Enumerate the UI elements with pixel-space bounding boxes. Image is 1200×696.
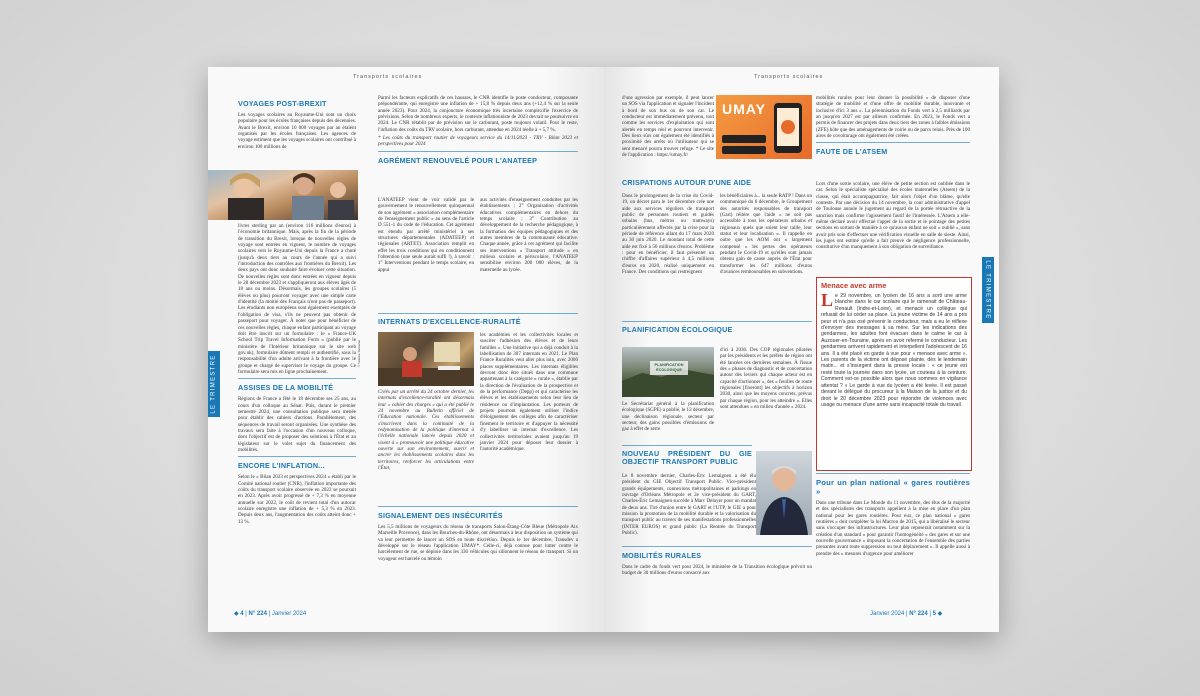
heading: MOBILITÉS RURALES (622, 551, 702, 560)
paragraph: Lors d'une sortie scolaire, une élève de petite section est oubliée dans le car. Selon le spécialiste spécialisé des écoles maternelles (Atsem) de la classe, qui était accompagnatrice, fait alors l'objet d'un blâme, qu'elle conteste. Par une décision du 14 novembre, la cour administrative d'appel de Toulouse annule le jugement au regard de la portée rétroactive de la sanction mais confirme l'agissement fautif de l'intéressée. L'Atsem a elle-même déclaré avoir effectué l'appel de la sortie et le pointage des petites sections en sortant de manière à ce qu'aucun enfant ne soit « oublié », sans avoir pris soin d'effectuer une vérification visuelle en salle de sieste. Ainsi, les juges ont estimé qu'elle a fait preuve de négligence professionnelle, constitutive d'un manquement à son obligation de surveillance. (816, 181, 970, 251)
paragraph: Les 5,5 millions de voyageurs du réseau de transports Salon-Étang-Côte Bleue (Métropole Aix Marseille Provence), dans les Bouches-du-Rhône, ont désormais à leur disposition un système qui va leur permettre de lancer un SOS en toute discrétion. Depuis le 1er décembre, Transdev a développé sur le réseau l'application UMAY*. Celle-ci, déjà connue pour lutter contre le harcèlement de rue, se déploie dans les 330 véhicules qui sillonnent le réseau de transport. Si un voyageur est harcelé ou témoin (378, 524, 578, 562)
paragraph: Dans le prolongement de la crise du Covid-19, un décret paru le 1er décembre crée une aide aux services réguliers de transport public de personnes routiers et guidés urbains (bus, métros ou tramways) particulièrement affectés par la crise pour la période de référence allant du 17 mars 2020 au 30 juin 2020. Le montant total de cette aide est fixé à 50 millions d'euros. Problème : pour en bénéficier, il faut présenter un chiffre d'affaires supérieur à 4,5 millions d'euros en 2020, réalisé uniquement en France. Des conditions qui restreignent (622, 193, 714, 276)
photo-credit: © Stanislas Tarnowski (357, 339, 361, 367)
right-col1-top (622, 95, 714, 175)
running-head: Transports scolaires (754, 74, 824, 80)
president-portrait (756, 451, 812, 535)
umay-logo: UMAY (722, 101, 766, 117)
divider (622, 445, 752, 446)
heading: ASSISES DE LA MOBILITÉ (238, 383, 334, 393)
left-col2c (378, 389, 474, 501)
paragraph: d'ici à 2030. Des COP régionales pilotées par les présidents et les préfets de région ont été lancées ces dernières semaines. À l'issue des « phases de diagnostic et de concertation autour des leviers qui chaque acteur est en capacité d'actionner », des « feuilles de route régionales [fixeront] les objectifs à horizon 2030, ainsi que les moyens concrets, prévus par chaque région, pour les atteindre ». Elles sont attendues « en milieu d'année » 2024. (720, 347, 812, 411)
heading: NOUVEAU PRÉSIDENT DU GIE OBJECTIF TRANSPORT PUBLIC (622, 449, 752, 466)
side-tab (982, 257, 994, 323)
right-page (604, 67, 999, 632)
right-col1e (622, 473, 756, 543)
right-folio: Janvier 2024 | N° 224 | 5 ◆ (870, 611, 943, 617)
divider (378, 151, 578, 152)
issue-number: N° 224 (248, 611, 267, 617)
left-col2a (378, 197, 474, 312)
store-badge-icon (722, 146, 766, 154)
paragraph: mobilités rurales pour leur donner la possibilité « de disposer d'une stratégie de mobilité et d'une offre de mobilité durable, innovante et inclusive d'ici 3 ans ». La pérennisation du Fonds vert à 2,5 milliards par an jusqu'en 2027 est par ailleurs confirmée. En 2023, le Fonds vert a permis de financer des projets dans deux tiers des zones à faibles émissions (ZFE) hôte que des aménagements de voirie ou de parcs relais. Près de 100 aires de covoiturage ont également été créées. (816, 95, 970, 140)
right-col1b (720, 193, 812, 317)
divider (238, 456, 356, 457)
left-folio: ◆ 4 | N° 224 | Janvier 2024 (234, 611, 307, 617)
paragraph: Régions de France a fêté le 18 décembre ses 25 ans, au cours d'un colloque au Sénat. Puis, durant le premier semestre 2024, une consultation publique sera menée pour établir des cahiers d'actions. Parallèlement, des séquences de travail seront organisées. Une synthèse des travaux sera faite à l'occasion d'un nouveau colloque, dont l'objectif est de proposer des solutions à l'État et au législateur sur le volet sujet du financement des mobilités. (238, 396, 356, 453)
left-col2-bottom (378, 503, 578, 603)
right-col1a (622, 193, 714, 317)
side-tab-label: LE TRIMESTRE (985, 260, 992, 320)
students-illustration (208, 170, 358, 220)
drop-cap: L (821, 290, 834, 310)
divider (238, 378, 356, 379)
paragraph: Parmi les facteurs explicatifs de ces hausses, le CNR identifie le poste conducteur, composante prépondérante, qui enregistre une inflation de + 15,8 % depuis deux ans (+12,4 % sur la seule année 2023). Pour 2024, la conjoncture économique très incertaine complexifie l'exercice de prévisions. Selon de nombreux experts, le contexte inflationniste de 2023 devrait se poursuivre en 2024. Le CNR rétablit par de prévision sur le carburant, poste toujours volatil. Pour le reste, l'inflation des coûts du TRV scolaire, hors carburant, attendue en 2024 réelle à + 5,7 %. (378, 95, 578, 133)
heading: VOYAGES POST-BREXIT (238, 99, 327, 108)
divider (622, 546, 812, 547)
umay-ad (716, 95, 812, 159)
divider (622, 321, 812, 322)
right-col1-h1 (622, 177, 812, 191)
page-number: 5 (932, 611, 936, 617)
issue-date: Janvier 2024 (870, 611, 905, 617)
right-col1-bottom (622, 543, 812, 603)
issue-number: N° 224 (909, 611, 928, 617)
divider (378, 506, 578, 507)
heading: ENCORE L'INFLATION... (238, 461, 325, 471)
left-col1-top (238, 95, 356, 173)
right-col1-h2 (622, 321, 812, 335)
left-col1-body (238, 223, 356, 603)
heading: SIGNALEMENT DES INSÉCURITÉS (378, 511, 503, 520)
paragraph: Le Secrétariat général à la planification écologique (SGPE) a publié, le 12 décembre, une déclinaison régionale, secteur par secteur, des gains possibles d'émissions de gaz à effet de serre (622, 401, 714, 433)
footnote: * Les coûts du transport routier de voyageurs service du 14/11/2023 - TRV - Bilan 2023 et perspectives pour 2024 (378, 135, 578, 148)
internat-photo (378, 332, 474, 386)
heading: PLANIFICATION ÉCOLOGIQUE (622, 325, 733, 334)
paragraph: les académies et les collectivités locales et susciter l'adhésion des élèves et de leurs familles ». Une initiative qui a déjà conduit à la labellisation de 307 internats en 2021. Le Plan France Ruralités veut aller plus loin, avec 2000 places supplémentaires. Les internats éligibles devront donc être situés dans une commune appartenant à la catégorie « rurale », établie par la direction de l'évaluation de la prospective et de la performance (Depp) et qui caractérise les élèves et les établissements selon leur lieu de résidence ou d'implantation. Les porteurs de projets pourront également utiliser l'indice d'éloignement des collèges afin de caractériser finement le territoire et d'appuyer la nécessité d'y labelliser un internat d'excellence. Les collectivités territoriales avaient jusqu'au 19 janvier 2024 pour déposer leur dossier à l'autorité académique. (480, 332, 578, 453)
box-title: Menace avec arme (821, 281, 887, 290)
paragraph: les bénéficiaires à... la seule RATP ! Dans un communiqué du 6 décembre, le Groupement des autorités responsables de transport (Gart) réitère que l'aide « ne soit pas accessible à tous les opérateurs urbains et régionaux quels que soient leur taille, leur statut et leur localisation ». Il rappelle en outre que les AOM ont « largement compensé » les pertes des opérateurs pendant le Covid-19 et qu'elles sont jamais obtenu gain de cause auprès de l'État pour transformer les 647 millions d'euros d'avances remboursables en subventions. (720, 193, 812, 276)
paragraph: Dans le cadre du fonds vert pour 2024, le ministère de la Transition écologique prévoit un budget de 30 millions d'euros consacré aux (622, 564, 812, 577)
paragraph: Selon le « Bilan 2023 et perspectives 2024 » établi par le Comité national routier (CNR), l'inflation importante des coûts du transport scolaire observée en 2022 se poursuit en 2023. Après avoir progressé de + 7,3 % en moyenne annuelle sur 2022, le coût de revient total d'un autocar scolaire enregistre une inflation de + 5,3 % en 2023. Depuis deux ans, l'augmentation des coûts atteint donc + 13 %. (238, 474, 356, 525)
portrait-illustration (756, 451, 812, 535)
box-text: e 29 novembre, un lycéen de 16 ans a sorti une arme blanche dans le car scolaire qui le ramenait de Château-Renault (Indre-et-Loire), et menacé un collègue qui refusait de lui céder sa place. La jeune victime de 14 ans a pris peur et n'a pas osé prévenir le conducteur, mais a eu le réflexe d'envoyer des messages à sa mère. Sur les indications des gendarmes, les adultes font évacuer dans le calme le car à Auzouer-en-Touraine, après en avoir refermé le conducteur. Les gendarmes arrivent rapidement et interpellent l'adolescent de 16 ans. Il a été placé en garde à vue pour « menace avec arme ». Les parents de la victime ont déposé plainte, dès le lendemain matin... et s'insurgent dans la presse locale : « ce jeune est resté toute la journée dans son lycée, un couteau à la ceinture. Comment est-ce possible alors que nous sommes en vigilance attentat ? » Le garde à vue du lycéen a été levée. Il est passé devant le délégué du procureur à la Maison de la justice et du droit le 20 décembre 2023 pour répondre de violences avec usage ou menace d'une arme sans incapacité totale du travail. (821, 293, 967, 408)
students-photo (208, 170, 358, 220)
photo-credit-wrap (357, 333, 377, 385)
left-col2b (480, 197, 578, 312)
paragraph: aux activités d'enseignement conduites par les établissements ; 2° Organisation d'activités éducatives complémentaires en dehors du temps scolaire ; 3° Contribution au développement de la recherche pédagogique, à la formation des équipes pédagogiques et des autres membres de la communauté éducative. Chaque année, grâce à cet agrément qui facilite ses interventions « Transport attitude » en milieux scolaire et périscolaire, l'ANATEEP sensibilise environ 200 000 élèves, de la maternelle au lycée. (480, 197, 578, 273)
paragraph: Les voyages scolaires au Royaume-Uni sont un choix populaire pour les écoles françaises depuis des décennies. Avant le Brexit, environ 10 000 voyages par an étaient organisés par les écoles françaises. Les agences de voyage estiment que les voyages scolaires ont contribué à environ 100 millions de (238, 112, 356, 150)
issue-date: Janvier 2024 (271, 611, 307, 617)
right-col2-bottom (816, 473, 970, 603)
right-col2-top (816, 95, 970, 177)
paragraph: L'ANATEEP vient de voir validé par le gouvernement le renouvellement quinquennal de son agrément « association complémentaire de l'enseignement public » au sens de l'article D 551-1 du code de l'éducation. Cet agrément est étendu par arrêté ministériel à ses structures départementales (ADATEEP) et régionales (ARTET). Association remplit en effet les trois conditions qui en conditionnent l'obtention (une seule aurait suffi !), à savoir : 1° Interventions pendant le temps scolaire, en appui (378, 197, 474, 273)
phone-icon (772, 101, 806, 155)
paragraph: d'une agression par exemple, il peut lancer un SOS via l'application et signaler l'incident à bord de son bus ou de son car. Le conducteur est immédiatement prévenu, tout comme les services d'exploitation qui sont alertés en temps réel et pourront intervenir. Des lieux sûrs ont également été identifiés à proximité des arrêts où l'utilisateur qui se sent menacé pourra trouver refuge. * Le site de l'application : https://umay.fr/ (622, 95, 714, 159)
page-number: 4 (240, 611, 244, 617)
heading: FAUTE DE L'ATSEM (816, 147, 888, 157)
box-text-wrap (821, 290, 967, 408)
paragraph: livres sterling par an (environ 116 millions d'euros) à l'économie britannique. Mais, après la fin de la période de transition du Brexit, lorsque de nouvelles règles de voyage sont entrées en vigueur, le nombre de voyages scolaires vers le Royaume-Uni depuis la France a chuté (jusqu'à deux tiers au cours de l'année qui a suivi l'introduction des contrôles aux frontières du Brexit). Les deux pays ont donc souhaité faire évoluer cette situation. De nouvelles règles sont donc entrées en vigueur depuis le 28 décembre 2023 et s'appliqueront aux élèves âgés de 18 ans ou moins. Désormais, les groupes scolaires (5 élèves ou plus) pourront voyager avec une simple carte d'identité (la moitié des Français n'ont pas de passeport). Les étudiants non européens sont également exemptés de l'obligation de visa, s'ils ne peuvent pas obtenir de passeport pour voyager. À noter que pour bénéficier de ces nouvelles règles, chaque enfant participant au voyage doit être inscrit sur un formulaire : le « France-UK School Trip Travel Information Form » (publié par le ministère de l'Intérieur britannique sur le site web gov.uk), formulaire dûment rempli et authentifié, sous la responsabilité d'un adulte arrivant à la frontière avec le groupe et chargé de superviser le voyage du groupe. Ce formulaire sera mis en ligne prochainement. (238, 223, 356, 375)
magazine-spread (208, 67, 999, 632)
left-col2d (480, 332, 578, 501)
running-head: Transports scolaires (353, 74, 423, 80)
right-col1c (622, 401, 714, 443)
divider (378, 313, 578, 314)
menace-box (816, 277, 972, 471)
right-col1d (720, 347, 812, 443)
side-tab (208, 351, 220, 417)
right-col2a (816, 181, 970, 275)
left-page (208, 67, 604, 632)
study-room-illustration (378, 332, 474, 386)
heading: Pour un plan national « gares routières » (816, 478, 970, 496)
heading: INTERNATS D'EXCELLENCE-RURALITÉ (378, 317, 521, 326)
planification-photo (622, 347, 714, 397)
paragraph: Le 8 novembre dernier, Charles-Éric Lemaignen a été élu président du GIE Objectif Transport Public. Vice-président grands équipements, connexions métropolitaines et parkings en ouvrage d'Orléans Métropole et 2e vice-président du GART, Charles-Éric Lemaignen succède à Marc Delayer pour un mandat de deux ans. Tiré d'union entre le GART et l'UTP, le GIE a pour mission la promotion de la mobilité durable et la valorisation du transport public au travers de ses manifestations professionnelles (INTER EUROS) et grand public (La Rentrée du Transport Public). (622, 473, 756, 537)
paragraph: Créés par un arrêté du 24 octobre dernier, les internats d'excellence-ruralité ont désormais leur « cahier des charges » qui a été publié le 24 novembre au Bulletin officiel de l'Éducation nationale. Ces établissements s'inscrivent dans la continuité de la redynamisation de la politique d'internat à l'échelle nationale lancée depuis 2020 et visent à « promouvoir une politique éducative ouverte sur son environnement, ouvrir et ancrer les établissements scolaires dans les territoires, renforcer les articulations entre l'État, (378, 389, 474, 472)
paragraph: Dans une tribune dans Le Monde du 11 novembre, des élus de la majorité et des spécialistes des transports appellent à la mise en place d'un plan national pour les gares routières. Pour eux, ce plan national « gares routières » doit compléter la loi Macron de 2015, qui a libéralisé le secteur sans s'occuper des infrastructures. Leur plan reposerait notamment sur la création d'un standard « pour garantir l'homogénéité » des gares et sur une nouvelle gouvernance « imposant la concertation de l'ensemble des parties prenantes avant toute suppression ou tout déplacement ». Il appelle aussi à prendre des « mesures d'urgence pour améliorer (816, 500, 970, 557)
side-tab-label: LE TRIMESTRE (211, 354, 218, 414)
landscape-illustration (622, 347, 714, 397)
heading: CRISPATIONS AUTOUR D'UNE AIDE (622, 178, 752, 187)
store-badge-icon (722, 135, 766, 143)
divider (816, 142, 970, 143)
photo-label: PLANIFICATION ÉCOLOGIQUE (654, 363, 684, 372)
heading: AGRÉMENT RENOUVELÉ POUR L'ANATEEP (378, 155, 538, 165)
divider (816, 473, 970, 474)
left-col2-h2 (378, 313, 578, 327)
right-col1-h3 (622, 445, 752, 473)
